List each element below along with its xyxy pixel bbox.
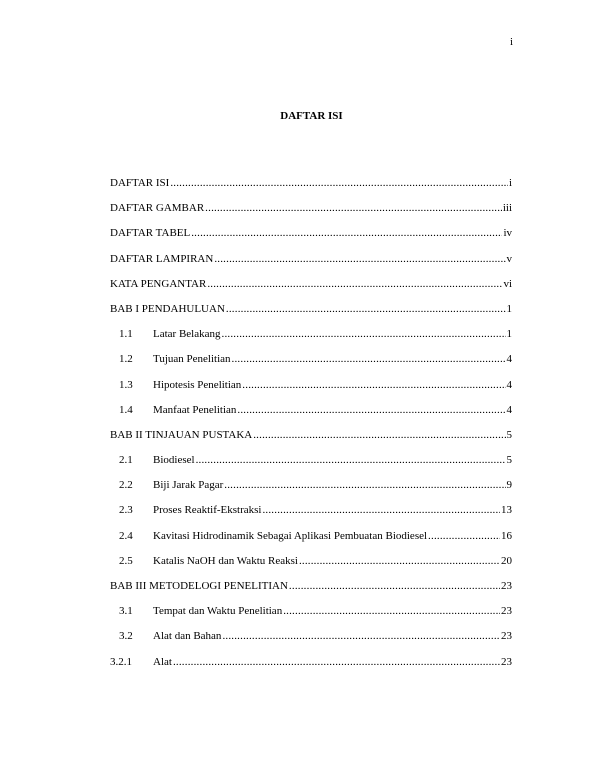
toc-entry[interactable] bbox=[110, 530, 512, 555]
toc-entry-page: 9 bbox=[506, 479, 512, 492]
toc-entry-page: 5 bbox=[506, 454, 512, 467]
toc-entry[interactable] bbox=[110, 555, 512, 580]
toc-entry-title: Alat dan Bahan bbox=[153, 630, 222, 643]
dot-leader bbox=[283, 605, 500, 617]
toc-entry-title: Biji Jarak Pagar bbox=[153, 479, 224, 492]
dot-leader bbox=[207, 278, 502, 290]
dot-leader bbox=[222, 630, 500, 642]
toc-entry-number: 3.2 bbox=[119, 630, 133, 643]
toc-entry-title: Biodiesel bbox=[153, 454, 195, 467]
toc-entry-page: i bbox=[508, 177, 512, 189]
toc-entry-title: Tujuan Penelitian bbox=[153, 353, 231, 366]
dot-leader bbox=[226, 303, 506, 315]
toc-entry-number: 2.5 bbox=[119, 554, 133, 567]
toc-entry[interactable] bbox=[110, 328, 512, 353]
toc-entry[interactable] bbox=[110, 454, 512, 479]
toc-entry-page: 23 bbox=[501, 655, 512, 668]
dot-leader bbox=[237, 404, 505, 416]
dot-leader bbox=[232, 353, 506, 365]
toc-entry-page: 5 bbox=[506, 428, 512, 441]
toc-entry-title: Proses Reaktif-Ekstraksi bbox=[153, 504, 262, 517]
dot-leader bbox=[222, 328, 506, 340]
toc-entry-title: DAFTAR ISI bbox=[110, 177, 170, 189]
toc-entry-page: 23 bbox=[501, 630, 512, 643]
toc-entry[interactable] bbox=[110, 379, 512, 404]
toc-entry-title: DAFTAR TABEL bbox=[110, 227, 191, 240]
dot-leader bbox=[299, 555, 500, 567]
toc-entry[interactable] bbox=[110, 278, 512, 303]
dot-leader bbox=[170, 177, 508, 189]
toc-entry[interactable] bbox=[110, 227, 512, 252]
toc-entry-number: 2.4 bbox=[119, 529, 133, 542]
toc-entry-page: 20 bbox=[501, 554, 512, 567]
toc-entry[interactable] bbox=[110, 353, 512, 378]
toc-entry-title: Tempat dan Waktu Penelitian bbox=[153, 605, 283, 618]
toc-entry[interactable] bbox=[110, 253, 512, 278]
toc-entry-number: 3.1 bbox=[119, 605, 133, 618]
toc-entry-page: 4 bbox=[506, 378, 512, 391]
toc-entry-page: 4 bbox=[506, 353, 512, 366]
toc-entry[interactable] bbox=[110, 630, 512, 655]
toc-entry-title: Manfaat Penelitian bbox=[153, 403, 237, 416]
toc-entry-page: 23 bbox=[501, 605, 512, 618]
toc-entry-page: vi bbox=[503, 277, 512, 290]
toc-entry[interactable] bbox=[110, 177, 512, 202]
page-title: DAFTAR ISI bbox=[280, 110, 343, 122]
toc-entry-page: v bbox=[506, 252, 512, 265]
toc-entry-page: 4 bbox=[506, 403, 512, 416]
toc-entry-number: 1.4 bbox=[119, 403, 133, 416]
page-number: i bbox=[509, 36, 513, 48]
toc-entry-page: 13 bbox=[501, 504, 512, 517]
toc-entry-title: BAB I PENDAHULUAN bbox=[110, 302, 225, 315]
dot-leader bbox=[205, 202, 502, 214]
toc-entry-page: iv bbox=[503, 227, 512, 240]
toc-entry-title: BAB III METODELOGI PENELITIAN bbox=[110, 580, 288, 592]
toc-entry-number: 1.1 bbox=[119, 328, 133, 341]
toc-entry-title: DAFTAR LAMPIRAN bbox=[110, 252, 214, 265]
toc-entry-number: 2.2 bbox=[119, 479, 133, 492]
toc-entry-title: Kavitasi Hidrodinamik Sebagai Aplikasi Pembuatan Biodiesel bbox=[153, 529, 428, 542]
toc-entry[interactable] bbox=[110, 605, 512, 630]
toc-entry-title: Latar Belakang bbox=[153, 328, 221, 341]
toc-entry[interactable] bbox=[110, 504, 512, 529]
dot-leader bbox=[289, 580, 500, 592]
toc-entry[interactable] bbox=[110, 580, 512, 605]
toc-entry-page: iii bbox=[502, 202, 512, 215]
dot-leader bbox=[224, 479, 505, 491]
toc-entry-number: 1.3 bbox=[119, 378, 133, 391]
dot-leader bbox=[214, 253, 505, 265]
toc-entry-title: BAB II TINJAUAN PUSTAKA bbox=[110, 428, 253, 441]
dot-leader bbox=[173, 656, 500, 668]
dot-leader bbox=[191, 227, 502, 239]
toc-entry-title: Katalis NaOH dan Waktu Reaksi bbox=[153, 554, 298, 567]
toc-entry[interactable] bbox=[110, 429, 512, 454]
toc-entry-page: 23 bbox=[501, 580, 512, 592]
toc-entry-number: 2.1 bbox=[119, 454, 133, 467]
dot-leader bbox=[196, 454, 506, 466]
toc-entry-number: 1.2 bbox=[119, 353, 133, 366]
toc-entry[interactable] bbox=[110, 656, 512, 681]
toc-entry[interactable] bbox=[110, 479, 512, 504]
dot-leader bbox=[253, 429, 505, 441]
toc-entry-title: Hipotesis Penelitian bbox=[153, 378, 242, 391]
toc-entry-title: DAFTAR GAMBAR bbox=[110, 202, 205, 215]
toc-entry-number: 3.2.1 bbox=[110, 655, 132, 668]
toc-entry-page: 1 bbox=[506, 302, 512, 315]
toc-entry[interactable] bbox=[110, 303, 512, 328]
toc-entry-page: 16 bbox=[501, 529, 512, 542]
table-of-contents bbox=[110, 177, 512, 681]
toc-entry[interactable] bbox=[110, 202, 512, 227]
toc-entry[interactable] bbox=[110, 404, 512, 429]
toc-entry-title: KATA PENGANTAR bbox=[110, 277, 207, 290]
toc-entry-page: 1 bbox=[506, 328, 512, 341]
toc-entry-title: Alat bbox=[153, 655, 172, 668]
dot-leader bbox=[242, 379, 505, 391]
dot-leader bbox=[262, 504, 500, 516]
toc-entry-number: 2.3 bbox=[119, 504, 133, 517]
dot-leader bbox=[428, 530, 500, 542]
